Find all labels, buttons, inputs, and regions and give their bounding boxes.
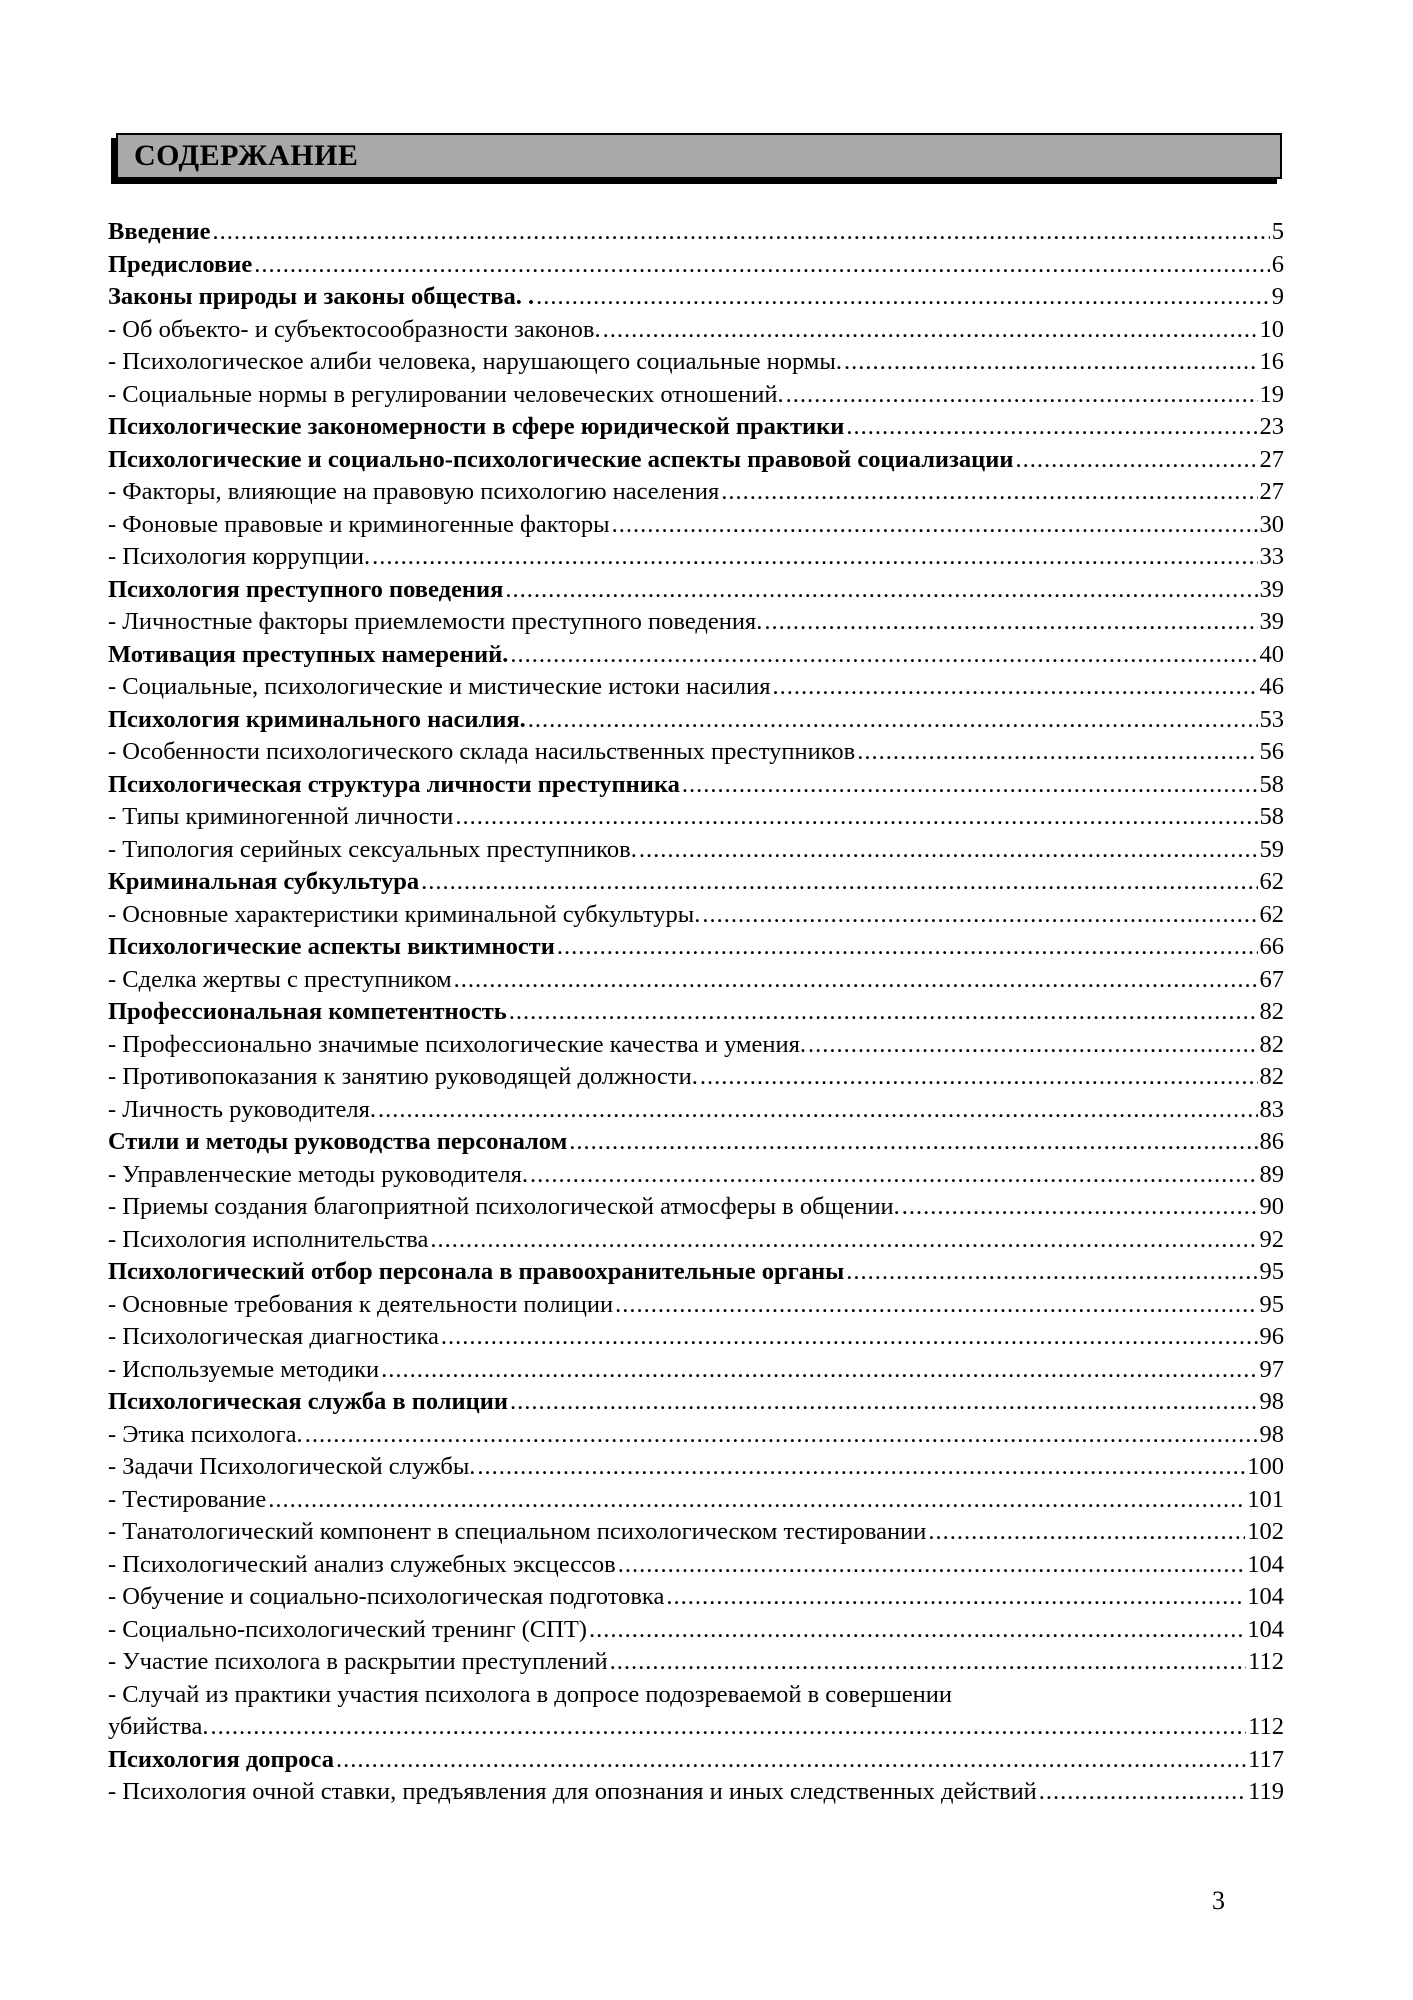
toc-subsection — [108, 509, 1284, 542]
toc-page-ref: 119 — [1248, 1778, 1284, 1805]
toc-page-ref: 66 — [1259, 933, 1284, 960]
toc-subsection — [108, 346, 1284, 379]
toc-page-ref: 95 — [1259, 1258, 1284, 1285]
toc-entry-title: Стили и методы руководства персоналом — [108, 1128, 568, 1155]
toc-chapter — [108, 281, 1284, 314]
dot-leader — [666, 1581, 1245, 1614]
toc-chapter — [108, 1126, 1284, 1159]
dot-leader — [510, 639, 1257, 672]
dot-leader — [378, 1094, 1258, 1127]
toc-subsection — [108, 834, 1284, 867]
toc-chapter — [108, 1744, 1284, 1777]
toc-subsection — [108, 1711, 1284, 1744]
dot-leader — [786, 379, 1258, 412]
toc-entry-title: Психологическая служба в полиции — [108, 1388, 508, 1415]
dot-leader — [721, 476, 1257, 509]
dot-leader — [702, 899, 1257, 932]
toc-entry-title: Предисловие — [108, 250, 253, 278]
toc-entry-title: - Личностные факторы приемлемости преступного поведения. — [108, 608, 763, 635]
toc-page-ref: 97 — [1259, 1355, 1284, 1383]
toc-page-ref: 46 — [1259, 673, 1284, 700]
toc-entry-title: Психология допроса — [108, 1745, 334, 1773]
dot-leader — [441, 1321, 1258, 1354]
toc-page-ref: 19 — [1259, 380, 1284, 408]
toc-page-ref: 102 — [1247, 1518, 1284, 1545]
toc-entry-title: - Психологическая диагностика — [108, 1323, 439, 1350]
toc-entry-title: - Об объекто- и субъектосообразности законов. — [108, 315, 601, 343]
dot-leader — [213, 216, 1270, 249]
toc-page-ref: 6 — [1271, 250, 1284, 278]
toc-page-ref: 112 — [1248, 1648, 1284, 1675]
toc-entry-title: - Особенности психологического склада насильственных преступников — [108, 738, 856, 765]
toc-chapter — [108, 931, 1284, 964]
toc-page-ref: 39 — [1259, 608, 1284, 635]
toc-entry-title: - Танатологический компонент в специальном психологическом тестировании — [108, 1518, 927, 1545]
toc-entry-title: - Социальные нормы в регулировании человеческих отношений. — [108, 380, 784, 408]
toc-subsection — [108, 1321, 1284, 1354]
toc-subsection — [108, 671, 1284, 704]
toc-subsection — [108, 736, 1284, 769]
toc-entry-text-line: - Случай из практики участия психолога в допросе подозреваемой в совершении — [108, 1680, 953, 1708]
toc-chapter — [108, 866, 1284, 899]
toc-page-ref: 98 — [1259, 1388, 1284, 1415]
toc-entry-title: Психологические и социально-психологические аспекты правовой социализации — [108, 445, 1014, 473]
toc-subsection — [108, 1289, 1284, 1322]
dot-leader — [510, 1386, 1258, 1419]
toc-entry-title: - Профессионально значимые психологические качества и умения. — [108, 1030, 806, 1058]
toc-page-ref: 83 — [1259, 1095, 1284, 1123]
toc-entry-title: - Социальные, психологические и мистические истоки насилия — [108, 673, 771, 700]
page-number: 3 — [1212, 1886, 1225, 1915]
toc-entry-title: - Типология серийных сексуальных преступников. — [108, 835, 637, 863]
toc-subsection — [108, 1419, 1284, 1452]
toc-chapter — [108, 704, 1284, 737]
toc-entry-title: Законы природы и законы общества. . — [108, 283, 535, 310]
dot-leader — [700, 1061, 1258, 1094]
toc-subsection — [108, 1646, 1284, 1679]
toc-entry-title: - Противопоказания к занятию руководящей должности. — [108, 1063, 698, 1090]
dot-leader — [1039, 1776, 1246, 1809]
toc-subsection — [108, 476, 1284, 509]
toc-entry-title: убийства. — [108, 1713, 209, 1740]
dot-leader — [639, 834, 1258, 867]
toc-entry-title: - Психологический анализ служебных эксцессов — [108, 1550, 616, 1578]
toc-subsection — [108, 964, 1284, 997]
dot-leader — [612, 509, 1258, 542]
toc-page-ref: 27 — [1259, 445, 1284, 473]
toc-subsection — [108, 606, 1284, 639]
dot-leader — [254, 249, 1270, 282]
toc-page-ref: 5 — [1271, 218, 1284, 245]
dot-leader — [773, 671, 1258, 704]
toc-page-ref: 92 — [1259, 1225, 1284, 1253]
dot-leader — [505, 574, 1257, 607]
dot-leader — [372, 541, 1257, 574]
toc-page-ref: 104 — [1247, 1550, 1284, 1578]
dot-leader — [857, 736, 1257, 769]
toc-entry-title: Мотивация преступных намерений. — [108, 640, 509, 668]
toc-entry-title: Криминальная субкультура — [108, 868, 420, 895]
toc-entry-title: - Основные требования к деятельности полиции — [108, 1290, 614, 1318]
toc-page-ref: 16 — [1259, 348, 1284, 375]
toc-subsection — [108, 1094, 1284, 1127]
toc-entry-title: - Основные характеристики криминальной субкультуры. — [108, 900, 701, 928]
toc-page-ref: 23 — [1259, 413, 1284, 440]
toc-page-ref: 62 — [1259, 868, 1284, 895]
toc-entry-title: - Типы криминогенной личности — [108, 803, 454, 830]
toc-subsection — [108, 1159, 1284, 1192]
toc-chapter — [108, 996, 1284, 1029]
toc-subsection — [108, 1614, 1284, 1647]
toc-page-ref: 40 — [1259, 640, 1284, 668]
toc-entry-title: Психологическая структура личности преступника — [108, 770, 680, 798]
toc-entry-title: - Используемые методики — [108, 1355, 380, 1383]
toc-subsection — [108, 1484, 1284, 1517]
toc-entry-title: - Фоновые правовые и криминогенные факторы — [108, 510, 610, 538]
toc-entry-title: Введение — [108, 218, 211, 245]
dot-leader — [536, 281, 1270, 314]
dot-leader — [305, 1419, 1258, 1452]
toc-entry-title: - Приемы создания благоприятной психологической атмосферы в общении. — [108, 1193, 900, 1220]
toc-entry-title: Психологический отбор персонала в правоохранительные органы — [108, 1258, 845, 1285]
toc-entry-title: Профессиональная компетентность — [108, 998, 507, 1025]
toc-entry-title: Психология криминального насилия. — [108, 705, 526, 733]
toc-chapter — [108, 769, 1284, 802]
toc-page-ref: 33 — [1259, 543, 1284, 570]
toc-subsection — [108, 1224, 1284, 1257]
toc-entry-title: - Тестирование — [108, 1485, 267, 1513]
dot-leader — [618, 1549, 1245, 1582]
dot-leader — [928, 1516, 1245, 1549]
toc-entry-title: Психологические закономерности в сфере юридической практики — [108, 413, 845, 440]
dot-leader — [682, 769, 1258, 802]
toc-chapter — [108, 639, 1284, 672]
dot-leader — [615, 1289, 1257, 1322]
toc-entry-title: - Психология очной ставки, предъявления для опознания и иных следственных действий — [108, 1778, 1037, 1805]
toc-page-ref: 112 — [1248, 1713, 1284, 1740]
toc-entry-title: - Участие психолога в раскрытии преступлений — [108, 1648, 608, 1675]
dot-leader — [454, 964, 1258, 997]
dot-leader — [430, 1224, 1257, 1257]
toc-page-ref: 96 — [1259, 1323, 1284, 1350]
toc-page-ref: 39 — [1259, 575, 1284, 603]
toc-subsection — [108, 1581, 1284, 1614]
toc-chapter — [108, 216, 1284, 249]
toc-page-ref: 30 — [1259, 510, 1284, 538]
dot-leader — [509, 996, 1258, 1029]
toc-page-ref: 82 — [1259, 1030, 1284, 1058]
toc-subsection — [108, 1029, 1284, 1062]
dot-leader — [764, 606, 1257, 639]
toc-page-ref: 101 — [1247, 1485, 1284, 1513]
dot-leader — [268, 1484, 1245, 1517]
toc-subsection — [108, 379, 1284, 412]
dot-leader — [455, 801, 1257, 834]
dot-leader — [477, 1451, 1245, 1484]
toc-page-ref: 62 — [1259, 900, 1284, 928]
toc-subsection — [108, 541, 1284, 574]
toc-chapter — [108, 249, 1284, 282]
toc-page-ref: 82 — [1259, 1063, 1284, 1090]
toc-page-ref: 27 — [1259, 478, 1284, 505]
dot-leader — [808, 1029, 1258, 1062]
dot-leader — [610, 1646, 1247, 1679]
toc-entry-title: Психология преступного поведения — [108, 575, 504, 603]
toc-page-ref: 56 — [1259, 738, 1284, 765]
dot-leader — [846, 1256, 1257, 1289]
toc-subsection — [108, 801, 1284, 834]
toc-entry-title: - Психология коррупции. — [108, 543, 371, 570]
toc-page-ref: 104 — [1247, 1615, 1284, 1643]
toc-subsection — [108, 1549, 1284, 1582]
dot-leader — [844, 346, 1258, 379]
toc-entry-title: - Задачи Психологической службы. — [108, 1453, 476, 1480]
dot-leader — [902, 1191, 1258, 1224]
toc-entry-title: - Социально-психологический тренинг (СПТ) — [108, 1615, 587, 1643]
table-of-contents — [108, 216, 1284, 1809]
dot-leader — [381, 1354, 1257, 1387]
toc-entry-title: - Психология исполнительства — [108, 1225, 429, 1253]
dot-leader — [528, 704, 1258, 737]
toc-chapter — [108, 574, 1284, 607]
toc-page-ref: 58 — [1259, 803, 1284, 830]
dot-leader — [210, 1711, 1246, 1744]
toc-page-ref: 9 — [1271, 283, 1284, 310]
dot-leader — [421, 866, 1257, 899]
toc-chapter — [108, 411, 1284, 444]
toc-subsection — [108, 1191, 1284, 1224]
dot-leader — [603, 314, 1258, 347]
contents-heading: СОДЕРЖАНИЕ — [134, 139, 359, 172]
toc-page-ref: 86 — [1259, 1128, 1284, 1155]
toc-subsection — [108, 1516, 1284, 1549]
dot-leader — [336, 1744, 1246, 1777]
dot-leader — [569, 1126, 1257, 1159]
toc-page-ref: 82 — [1259, 998, 1284, 1025]
toc-entry-title: - Психологическое алиби человека, нарушающего социальные нормы. — [108, 348, 842, 375]
toc-subsection — [108, 314, 1284, 347]
toc-page-ref: 100 — [1247, 1453, 1284, 1480]
toc-subsection — [108, 1354, 1284, 1387]
toc-page-ref: 10 — [1259, 315, 1284, 343]
toc-page-ref: 90 — [1259, 1193, 1284, 1220]
toc-page-ref: 95 — [1259, 1290, 1284, 1318]
contents-heading-box — [116, 133, 1282, 179]
toc-entry-title: - Управленческие методы руководителя. — [108, 1160, 529, 1188]
toc-chapter — [108, 444, 1284, 477]
toc-chapter — [108, 1386, 1284, 1419]
toc-page-ref: 89 — [1259, 1160, 1284, 1188]
toc-entry-title: - Этика психолога. — [108, 1420, 303, 1448]
toc-entry-title: - Сделка жертвы с преступником — [108, 965, 452, 993]
toc-entry-title: - Обучение и социально-психологическая подготовка — [108, 1583, 665, 1610]
toc-page-ref: 59 — [1259, 835, 1284, 863]
toc-subsection — [108, 899, 1284, 932]
dot-leader — [557, 931, 1258, 964]
dot-leader — [530, 1159, 1257, 1192]
toc-entry-title: - Личность руководителя. — [108, 1095, 376, 1123]
toc-page-ref: 117 — [1248, 1745, 1284, 1773]
dot-leader — [1016, 444, 1258, 477]
toc-chapter — [108, 1256, 1284, 1289]
toc-entry-title: Психологические аспекты виктимности — [108, 933, 555, 960]
toc-page-ref: 104 — [1247, 1583, 1284, 1610]
dot-leader — [846, 411, 1257, 444]
toc-subsection — [108, 1776, 1284, 1809]
toc-subsection — [108, 1451, 1284, 1484]
toc-page-ref: 58 — [1259, 770, 1284, 798]
toc-page-ref: 67 — [1259, 965, 1284, 993]
dot-leader — [589, 1614, 1245, 1647]
toc-subsection — [108, 1061, 1284, 1094]
toc-entry-title: - Факторы, влияющие на правовую психологию населения — [108, 478, 720, 505]
toc-page-ref: 98 — [1259, 1420, 1284, 1448]
toc-page-ref: 53 — [1259, 705, 1284, 733]
